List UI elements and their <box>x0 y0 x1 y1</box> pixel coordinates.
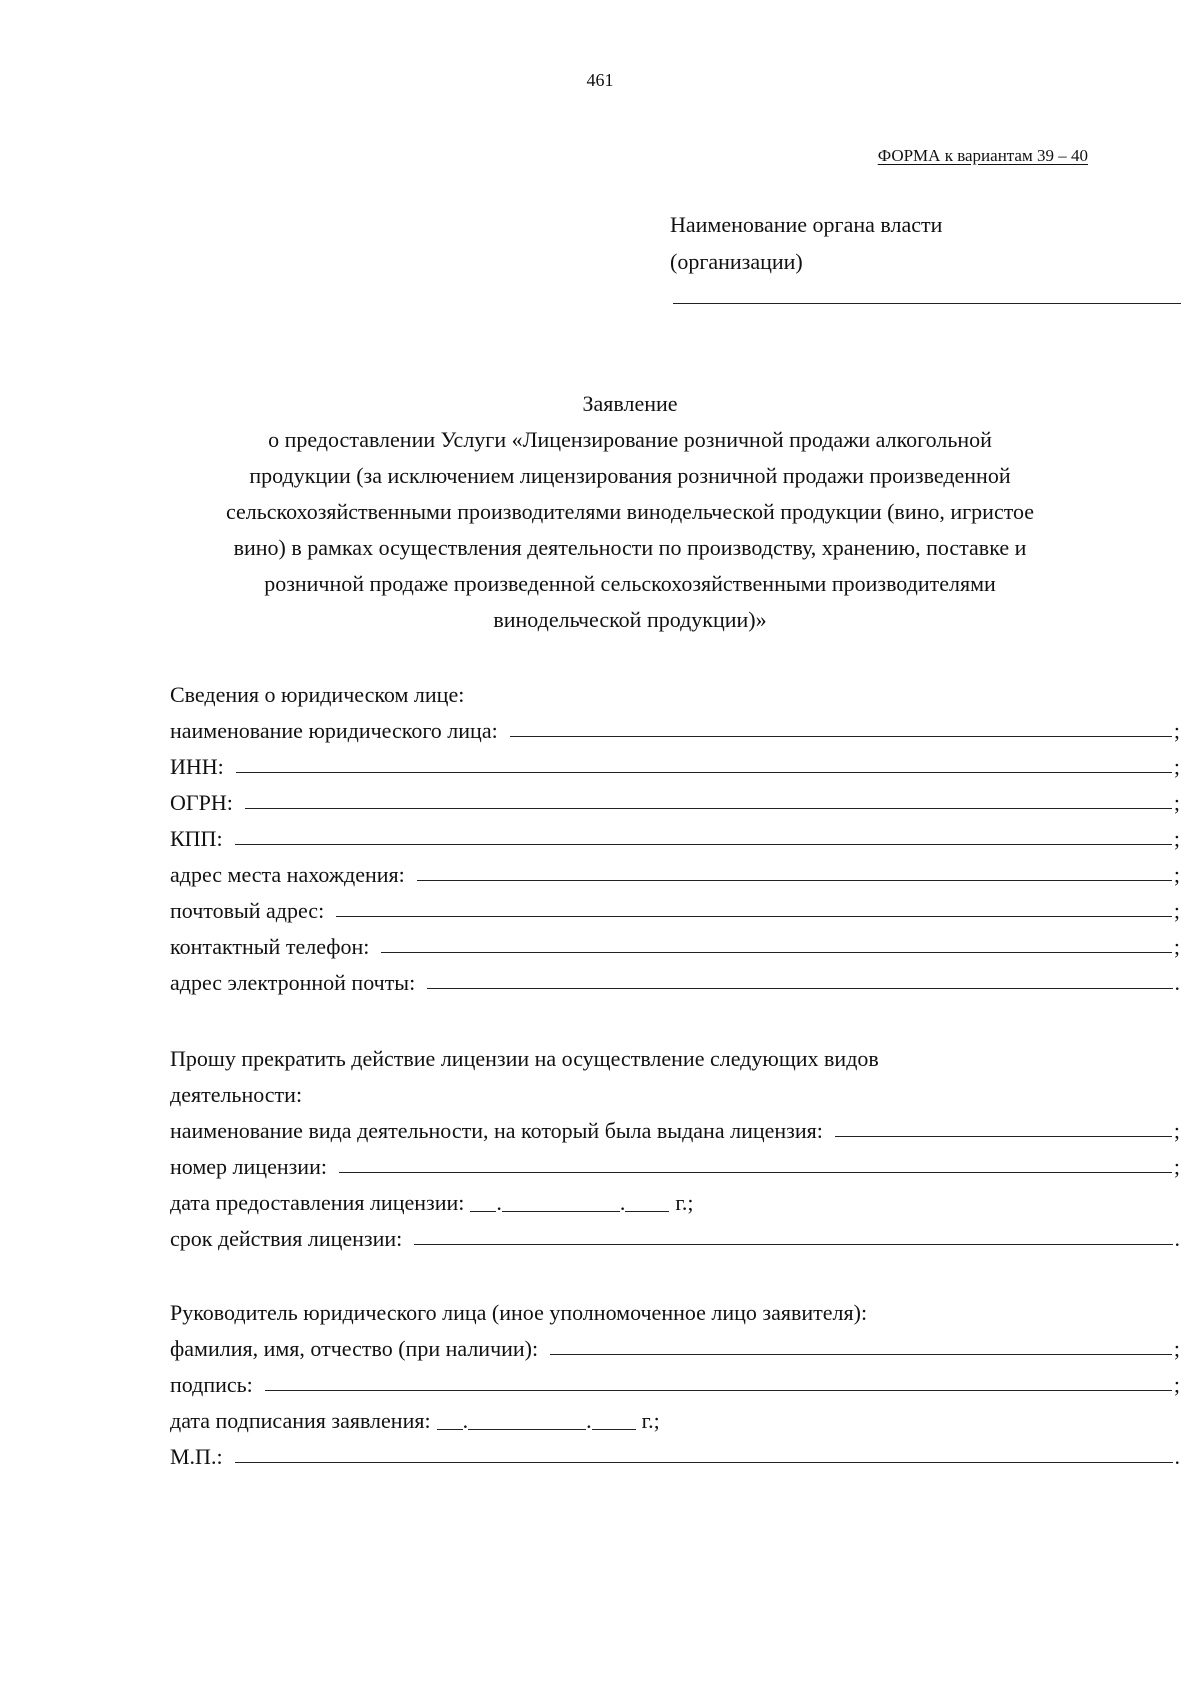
title-line: вино) в рамках осуществления деятельности по производству, хранению, поставке и <box>233 535 1027 560</box>
field-label: ИНН: <box>170 754 224 779</box>
date-separator: . <box>462 1408 469 1433</box>
signing-date-field <box>437 1407 660 1434</box>
inn-input[interactable] <box>236 771 1172 773</box>
field-label: номер лицензии: <box>170 1154 327 1179</box>
authority-block <box>670 206 942 280</box>
field-row <box>170 1326 1180 1362</box>
field-label: наименование юридического лица: <box>170 718 498 743</box>
ogrn-input[interactable] <box>245 807 1172 809</box>
field-row <box>170 1180 1180 1216</box>
stamp-input[interactable] <box>235 1461 1173 1463</box>
field-end: ; <box>1173 1118 1180 1143</box>
form-label: ФОРМА к вариантам 39 – 40 <box>877 146 1088 165</box>
date-suffix: г.; <box>675 1190 694 1215</box>
field-label: наименование вида деятельности, на который была выдана лицензия: <box>170 1118 823 1143</box>
signing-year-input[interactable] <box>592 1407 636 1430</box>
field-label: ОГРН: <box>170 790 233 815</box>
date-separator: . <box>496 1190 502 1215</box>
license-date-field <box>470 1189 693 1216</box>
field-row <box>170 816 1180 852</box>
kpp-input[interactable] <box>235 843 1172 845</box>
field-label: адрес электронной почты: <box>170 970 416 995</box>
authority-line1: Наименование органа власти <box>670 212 943 237</box>
license-heading-line2: деятельности: <box>170 1082 303 1107</box>
phone-input[interactable] <box>381 951 1172 953</box>
legal-entity-heading: Сведения о юридическом лице: <box>170 682 465 707</box>
license-day-input[interactable] <box>470 1189 496 1212</box>
field-end: ; <box>1173 754 1180 779</box>
legal-entity-section <box>170 672 1180 996</box>
date-suffix: г.; <box>641 1408 660 1433</box>
license-heading-line1: Прошу прекратить действие лицензии на осуществление следующих видов <box>170 1046 879 1071</box>
postal-address-input[interactable] <box>336 915 1172 917</box>
title-line: винодельческой продукции)» <box>493 607 767 632</box>
signing-month-input[interactable] <box>468 1407 586 1430</box>
date-separator: . <box>586 1408 592 1433</box>
field-row <box>170 744 1180 780</box>
signing-day-input[interactable] <box>437 1407 463 1430</box>
field-end: ; <box>1173 862 1180 887</box>
title-line: Заявление <box>582 391 678 416</box>
field-row <box>170 1434 1180 1470</box>
full-name-input[interactable] <box>550 1353 1172 1355</box>
field-end: . <box>1174 1444 1180 1469</box>
field-label: контактный телефон: <box>170 934 370 959</box>
authority-line2: (организации) <box>670 249 803 274</box>
field-label: КПП: <box>170 826 223 851</box>
field-label: фамилия, имя, отчество (при наличии): <box>170 1336 539 1361</box>
license-number-input[interactable] <box>339 1171 1172 1173</box>
field-end: ; <box>1173 826 1180 851</box>
field-row <box>170 708 1180 744</box>
signature-input[interactable] <box>265 1389 1172 1391</box>
field-row <box>170 924 1180 960</box>
field-end: ; <box>1173 1372 1180 1397</box>
license-term-input[interactable] <box>414 1243 1172 1245</box>
title-line: о предоставлении Услуги «Лицензирование розничной продажи алкогольной <box>268 427 992 452</box>
field-end: ; <box>1173 898 1180 923</box>
activity-input[interactable] <box>835 1135 1172 1137</box>
license-month-input[interactable] <box>502 1189 620 1212</box>
authority-input-line[interactable] <box>673 303 1181 304</box>
license-section <box>170 1036 1180 1252</box>
field-end: . <box>1174 1226 1180 1251</box>
field-end: . <box>1174 970 1180 995</box>
field-row <box>170 1108 1180 1144</box>
license-year-input[interactable] <box>625 1189 669 1212</box>
field-label: подпись: <box>170 1372 253 1397</box>
signer-section <box>170 1290 1180 1470</box>
field-row <box>170 852 1180 888</box>
field-end: ; <box>1173 1336 1180 1361</box>
field-row <box>170 1216 1180 1252</box>
field-row <box>170 1362 1180 1398</box>
field-end: ; <box>1173 934 1180 959</box>
field-end: ; <box>1173 1154 1180 1179</box>
signer-heading: Руководитель юридического лица (иное уполномоченное лицо заявителя): <box>170 1300 868 1325</box>
field-row <box>170 960 1180 996</box>
field-label: М.П.: <box>170 1444 223 1469</box>
date-separator: . <box>619 1190 626 1215</box>
document-title <box>160 386 1100 638</box>
entity-name-input[interactable] <box>510 735 1172 737</box>
field-row <box>170 1398 1180 1434</box>
field-row <box>170 780 1180 816</box>
field-end: ; <box>1173 790 1180 815</box>
title-line: сельскохозяйственными производителями винодельческой продукции (вино, игристое <box>225 499 1035 524</box>
field-row <box>170 888 1180 924</box>
field-label: почтовый адрес: <box>170 898 325 923</box>
field-row <box>170 1144 1180 1180</box>
field-label: дата предоставления лицензии: <box>170 1190 465 1215</box>
page-number: 461 <box>586 70 614 90</box>
field-label: срок действия лицензии: <box>170 1226 403 1251</box>
title-line: продукции (за исключением лицензирования розничной продажи произведенной <box>249 463 1011 488</box>
field-end: ; <box>1173 718 1180 743</box>
title-line: розничной продаже произведенной сельскохозяйственными производителями <box>264 571 996 596</box>
location-address-input[interactable] <box>417 879 1172 881</box>
field-label: адрес места нахождения: <box>170 862 405 887</box>
field-label: дата подписания заявления: <box>170 1408 431 1433</box>
email-input[interactable] <box>427 987 1172 989</box>
